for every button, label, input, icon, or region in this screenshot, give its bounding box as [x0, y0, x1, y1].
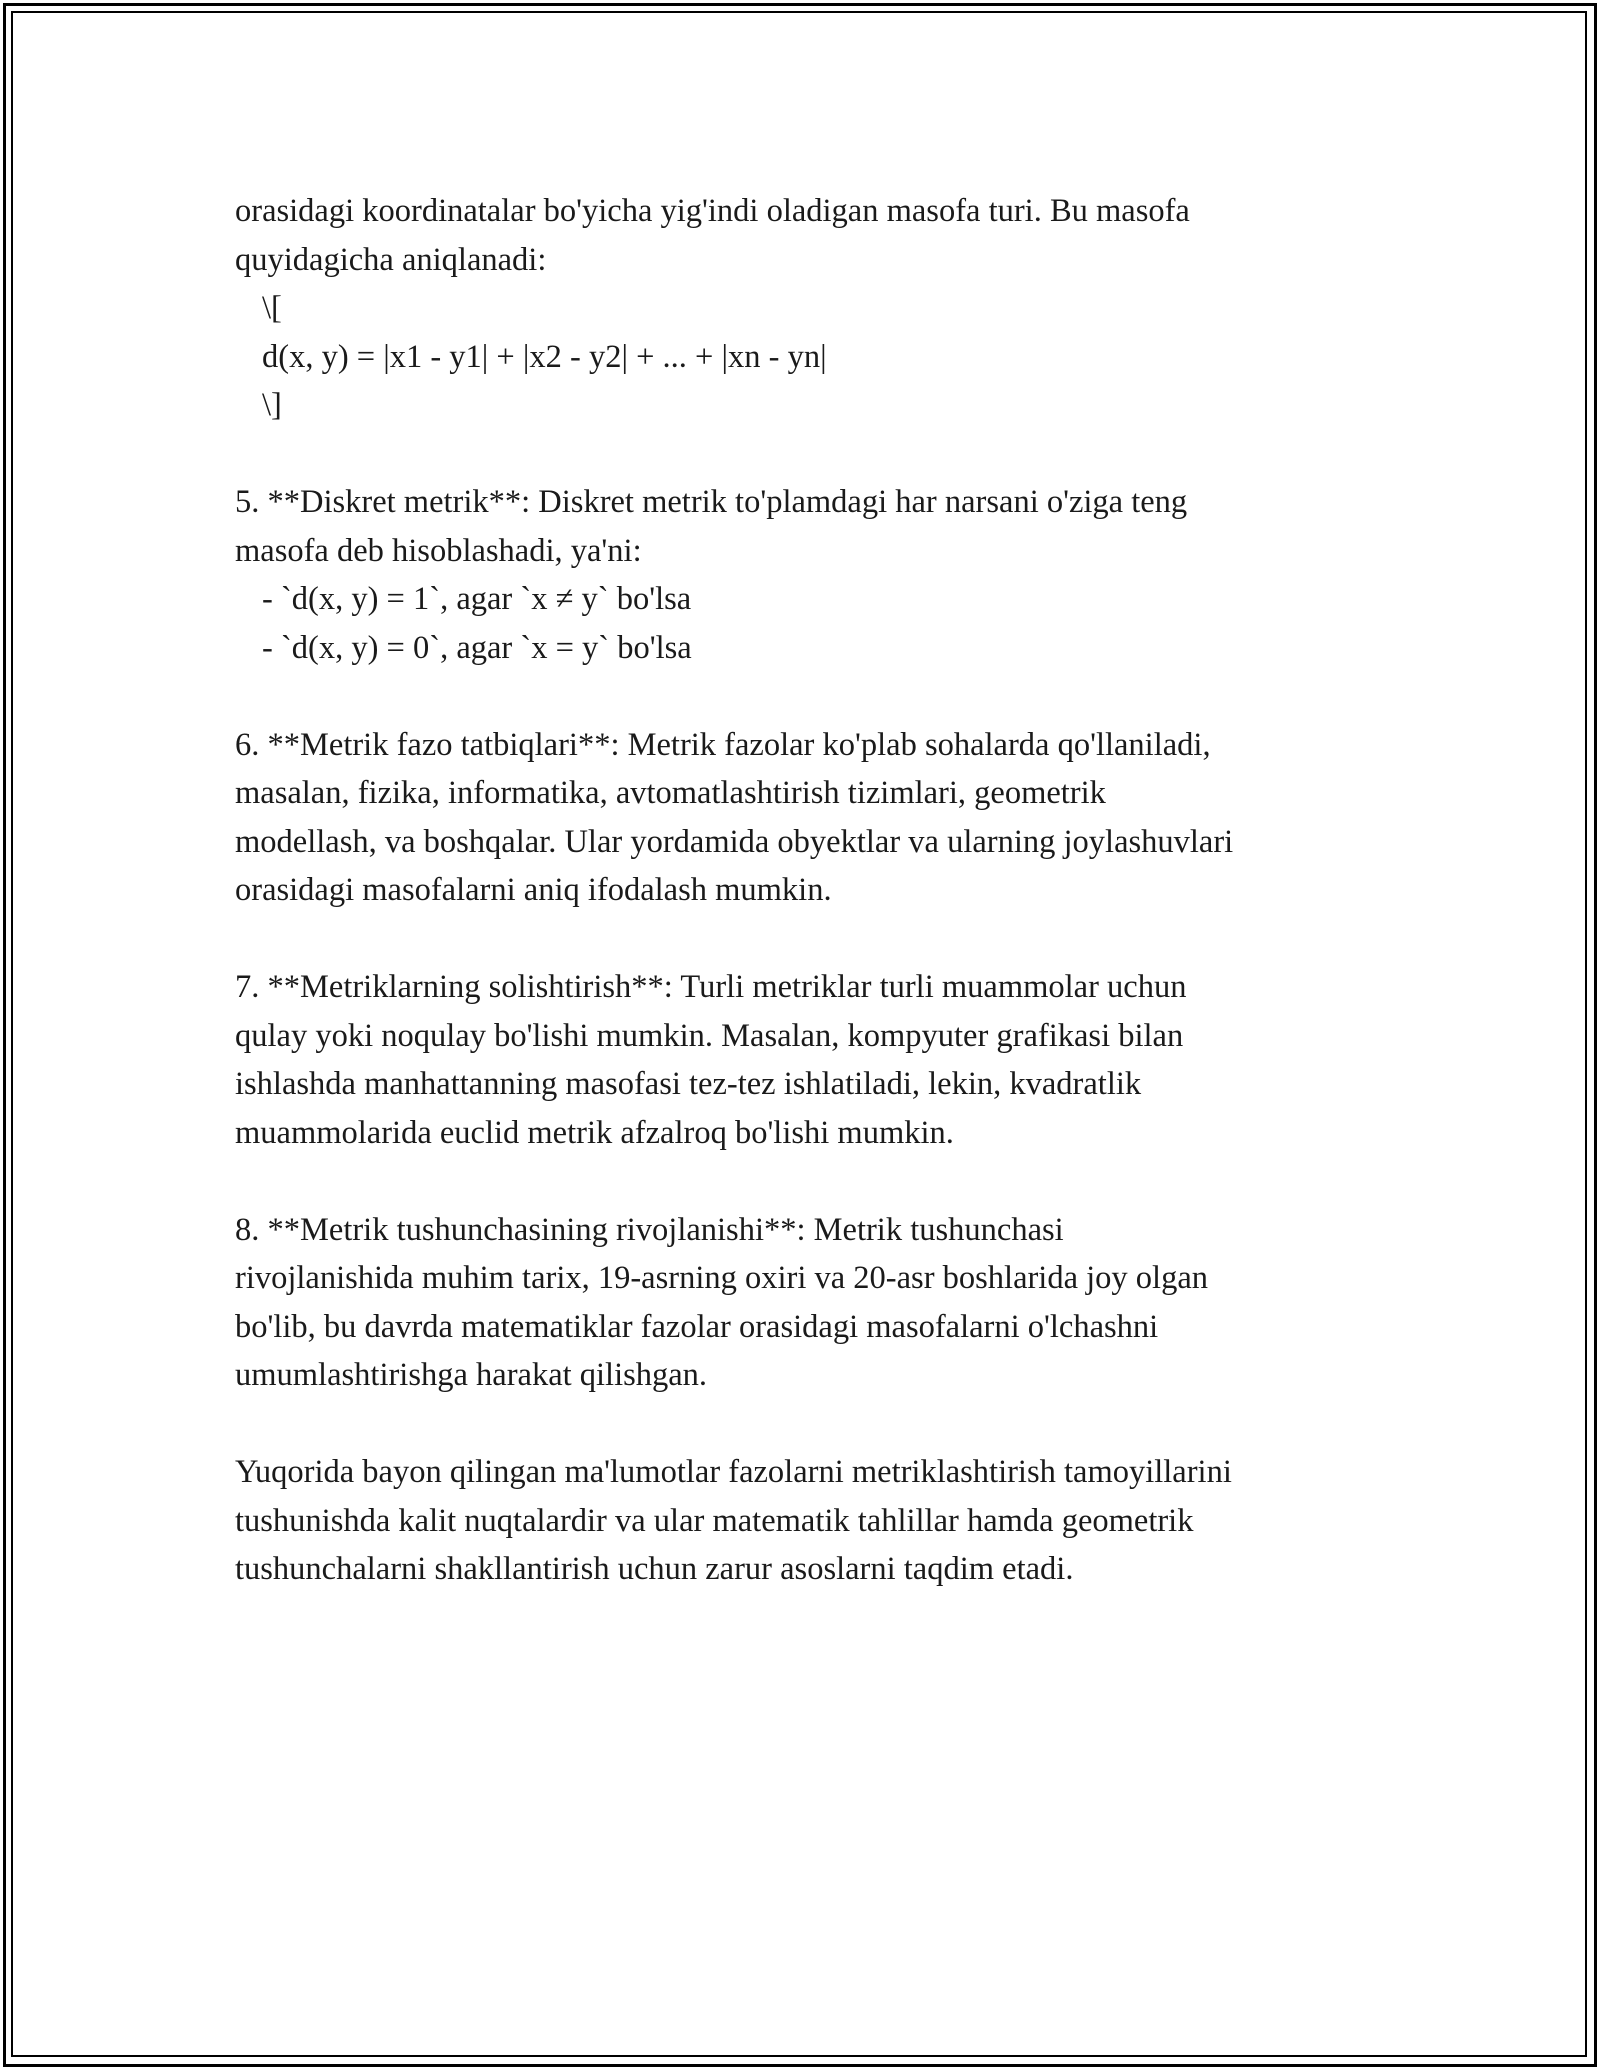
text-line: muammolarida euclid metrik afzalroq bo'lishi mumkin.: [235, 1114, 954, 1151]
list-item: - `d(x, y) = 0`, agar `x = y` bo'lsa: [262, 629, 692, 666]
list-item: - `d(x, y) = 1`, agar `x ≠ y` bo'lsa: [262, 581, 692, 617]
text-line: tushunchalarni shakllantirish uchun zarur asoslarni taqdim etadi.: [235, 1551, 1074, 1587]
text-line: quyidagicha aniqlanadi:: [235, 241, 547, 278]
text-line: bo'lib, bu davrda matematiklar fazolar orasidagi masofalarni o'lchashni: [235, 1308, 1159, 1345]
paragraph-spacer: [235, 1400, 1385, 1449]
text-line: rivojlanishida muhim tarix, 19-asrning oxiri va 20-asr boshlarida joy olgan: [235, 1260, 1209, 1296]
paragraph-spacer: [235, 1157, 1385, 1206]
paragraph-item-5: [235, 478, 1385, 672]
paragraph-spacer: [235, 672, 1385, 721]
text-line: ishlashda manhattanning masofasi tez-tez ishlatiladi, lekin, kvadratlik: [235, 1066, 1142, 1102]
paragraph-intro: [235, 187, 1385, 430]
text-line: 6. **Metrik fazo tatbiqlari**: Metrik fazolar ko'plab sohalarda qo'llaniladi,: [235, 726, 1211, 763]
text-line: masalan, fizika, informatika, avtomatlashtirish tizimlari, geometrik: [235, 775, 1106, 811]
text-line: masofa deb hisoblashadi, ya'ni:: [235, 532, 642, 569]
paragraph-conclusion: [235, 1448, 1385, 1594]
formula-close: \]: [262, 387, 282, 423]
formula-manhattan: d(x, y) = |x1 - y1| + |x2 - y2| + ... + |xn - yn|: [262, 338, 827, 375]
text-line: tushunishda kalit nuqtalardir va ular matematik tahlillar hamda geometrik: [235, 1502, 1194, 1539]
text-line: 8. **Metrik tushunchasining rivojlanishi**: Metrik tushunchasi: [235, 1211, 1064, 1248]
text-line: modellash, va boshqalar. Ular yordamida obyektlar va ularning joylashuvlari: [235, 823, 1234, 860]
document-body: [235, 187, 1385, 1594]
text-line: Yuqorida bayon qilingan ma'lumotlar fazolarni metriklashtirish tamoyillarini: [235, 1454, 1232, 1490]
text-line: qulay yoki noqulay bo'lishi mumkin. Masalan, kompyuter grafikasi bilan: [235, 1017, 1184, 1054]
text-line: 5. **Diskret metrik**: Diskret metrik to'plamdagi har narsani o'ziga teng: [235, 484, 1188, 520]
paragraph-spacer: [235, 430, 1385, 479]
text-line: 7. **Metriklarning solishtirish**: Turli metriklar turli muammolar uchun: [235, 969, 1187, 1005]
text-line: orasidagi koordinatalar bo'yicha yig'indi oladigan masofa turi. Bu masofa: [235, 193, 1190, 229]
text-line: orasidagi masofalarni aniq ifodalash mumkin.: [235, 872, 832, 908]
paragraph-item-8: [235, 1206, 1385, 1400]
paragraph-item-6: [235, 721, 1385, 915]
paragraph-spacer: [235, 915, 1385, 964]
text-line: umumlashtirishga harakat qilishgan.: [235, 1357, 708, 1393]
formula-open: \[: [262, 290, 282, 326]
paragraph-item-7: [235, 963, 1385, 1157]
